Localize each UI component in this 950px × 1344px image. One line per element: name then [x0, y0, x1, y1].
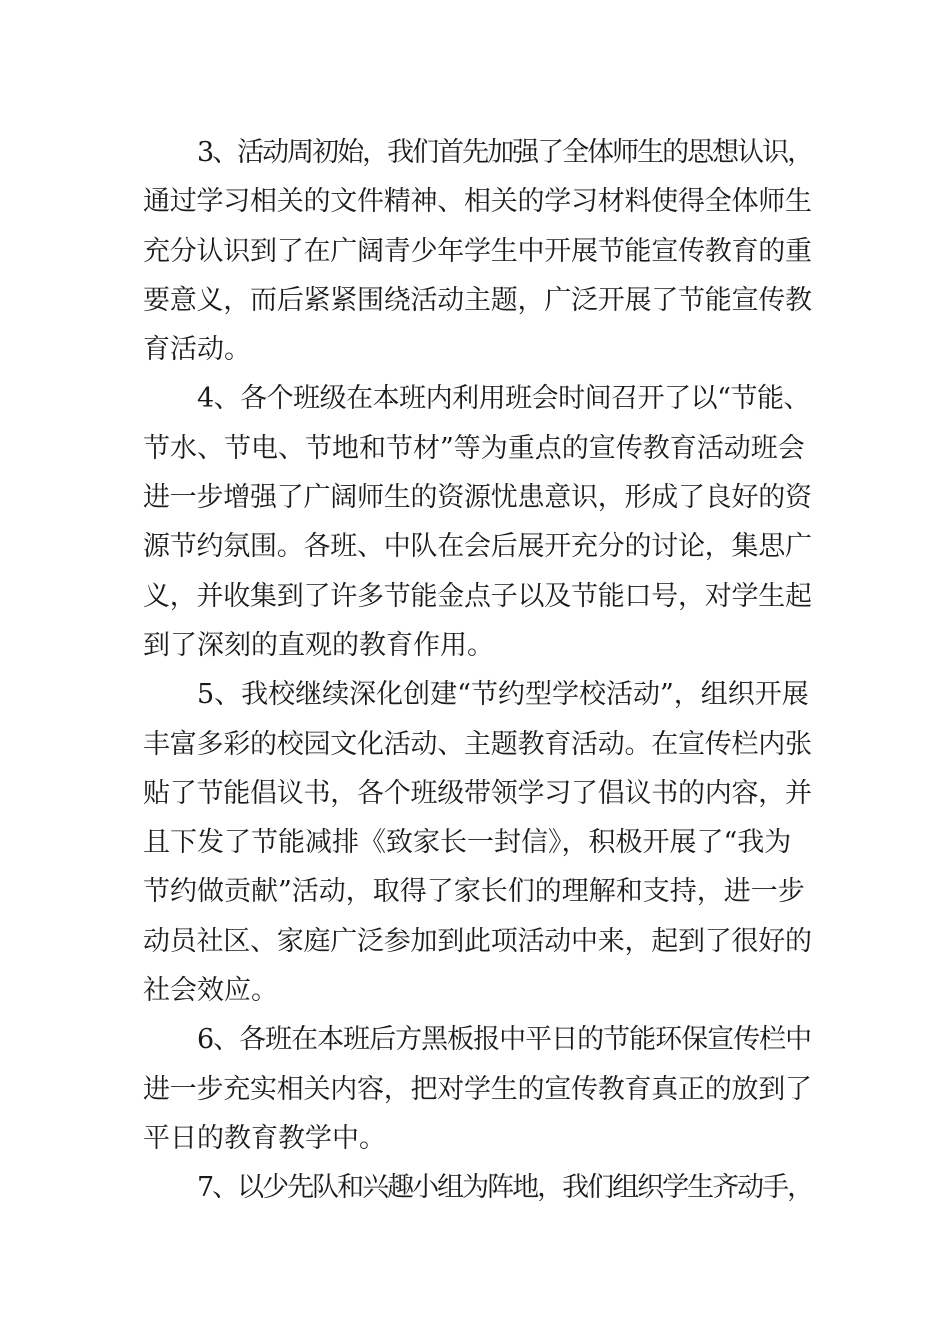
paragraph-first-line: 5、我校继续深化创建“节约型学校活动”，组织开展: [197, 679, 809, 711]
text-line: 进一步增强了广阔师生的资源忧患意识，形成了良好的资: [143, 482, 812, 514]
text-line: 动员社区、家庭广泛参加到此项活动中来，起到了很好的: [143, 925, 812, 957]
text-line: 义，并收集到了许多节能金点子以及节能口号，对学生起: [143, 580, 812, 612]
text-line: 充分认识到了在广阔青少年学生中开展节能宣传教育的重: [143, 235, 812, 267]
text-line: 丰富多彩的校园文化活动、主题教育活动。在宣传栏内张: [143, 728, 812, 760]
text-line: 贴了节能倡议书，各个班级带领学习了倡议书的内容，并: [143, 777, 812, 809]
paragraph-first-line: 4、各个班级在本班内利用班会时间召开了以“节能、: [197, 383, 810, 415]
paragraph-first-line: 7、以少先队和兴趣小组为阵地，我们组织学生齐动手，: [197, 1172, 813, 1204]
text-line: 育活动。: [143, 334, 251, 366]
text-line: 进一步充实相关内容，把对学生的宣传教育真正的放到了: [143, 1073, 812, 1105]
text-line: 要意义，而后紧紧围绕活动主题，广泛开展了节能宣传教: [143, 284, 812, 316]
text-line: 节约做贡献”活动，取得了家长们的理解和支持，进一步: [143, 876, 805, 908]
text-line: 通过学习相关的文件精神、相关的学习材料使得全体师生: [143, 186, 812, 218]
text-line: 社会效应。: [143, 975, 278, 1007]
text-line: 到了深刻的直观的教育作用。: [143, 629, 494, 661]
text-line: 源节约氛围。各班、中队在会后展开充分的讨论，集思广: [143, 531, 812, 563]
paragraph-first-line: 6、各班在本班后方黑板报中平日的节能环保宣传栏中: [197, 1024, 812, 1056]
paragraph-first-line: 3、活动周初始，我们首先加强了全体师生的思想认识，: [197, 137, 813, 168]
text-line: 平日的教育教学中。: [143, 1122, 386, 1154]
body-text: [143, 128, 813, 1213]
text-line: 且下发了节能减排《致家长一封信》，积极开展了“我为: [143, 827, 792, 859]
text-line: 节水、节电、节地和节材”等为重点的宣传教育活动班会: [143, 432, 805, 464]
